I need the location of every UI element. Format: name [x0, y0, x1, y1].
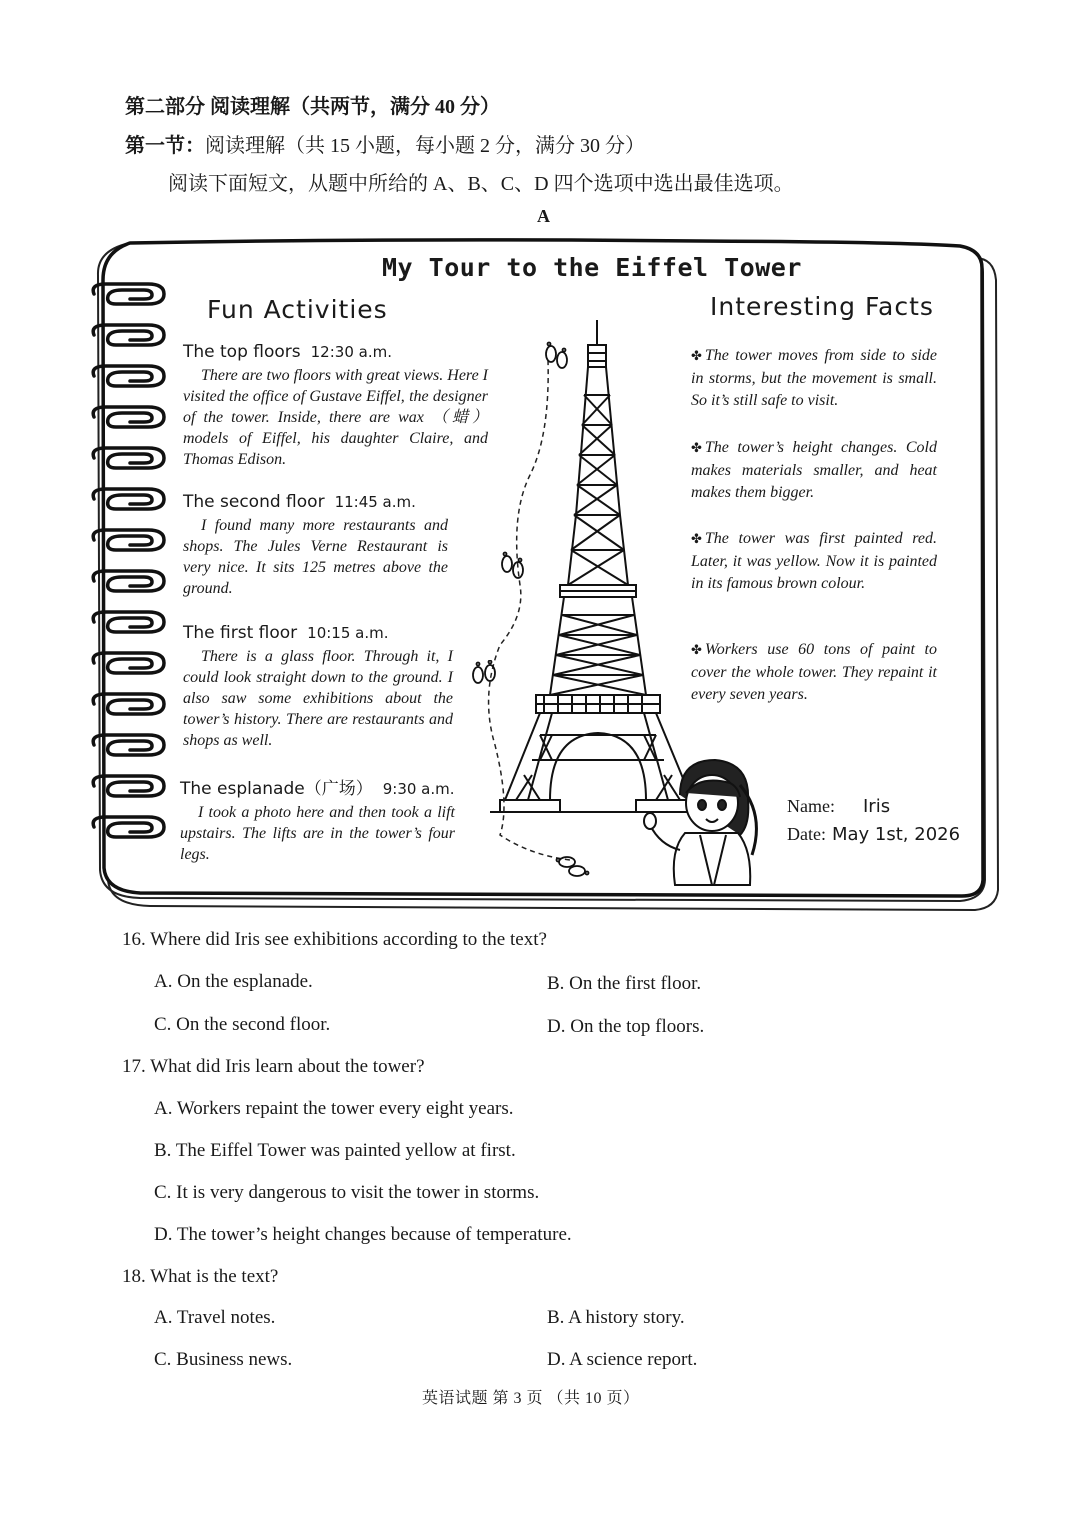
spiral-ring-icon	[93, 407, 164, 427]
spiral-ring-icon	[93, 735, 164, 755]
activity-time: 11:45 a.m.	[334, 493, 416, 511]
option-18c[interactable]: C. Business news.	[154, 1349, 293, 1370]
fact-item: ✤ The tower moves from side to side in storms, but the movement is small. So it’s still safe to visit.	[691, 347, 937, 409]
activity-place: The second floor	[183, 492, 325, 512]
page-footer: 英语试题 第 3 页 （共 10 页）	[422, 1390, 640, 1407]
spiral-ring-icon	[93, 448, 164, 468]
activity-place: The first floor	[183, 623, 298, 643]
option-17d[interactable]: D. The tower’s height changes because of temperature.	[154, 1224, 572, 1245]
activity-time: 12:30 a.m.	[310, 343, 392, 361]
diamond-bullet-icon: ✤	[691, 440, 702, 455]
spiral-ring-icon	[93, 489, 164, 509]
footprints-icon	[468, 660, 502, 690]
spiral-ring-icon	[93, 694, 164, 714]
option-16d[interactable]: D. On the top floors.	[547, 1016, 705, 1037]
fact-item: ✤ The tower’s height changes. Cold makes materials smaller, and heat makes them bigger.	[691, 439, 937, 501]
notebook-title: My Tour to the Eiffel Tower	[382, 253, 802, 282]
instruction: 阅读下面短文，从题中所给的 A、B、C、D 四个选项中选出最佳选项。	[168, 173, 794, 195]
spiral-binding	[86, 280, 176, 860]
activity-place: The esplanade（广场）	[180, 779, 373, 799]
activity-time: 9:30 a.m.	[382, 780, 455, 798]
question-16: 16. Where did Iris see exhibitions according to the text?	[122, 929, 547, 950]
activity-esplanade	[180, 774, 455, 865]
option-16b[interactable]: B. On the first floor.	[547, 973, 702, 994]
spiral-ring-icon	[93, 284, 164, 304]
footprints-icon	[542, 340, 572, 374]
footprints-icon	[555, 852, 591, 880]
diamond-bullet-icon: ✤	[691, 531, 702, 546]
girl-illustration	[640, 755, 765, 890]
question-17: 17. What did Iris learn about the tower?	[122, 1056, 425, 1077]
option-17b[interactable]: B. The Eiffel Tower was painted yellow at first.	[154, 1140, 516, 1161]
spiral-ring-icon	[93, 817, 164, 837]
part-title: 第二部分 阅读理解（共两节，满分 40 分）	[125, 96, 500, 118]
activity-top-floors	[183, 342, 488, 470]
question-18: 18. What is the text?	[122, 1266, 279, 1287]
passage-letter: A	[537, 206, 550, 226]
footprints-icon	[498, 550, 528, 584]
spiral-ring-icon	[93, 325, 164, 345]
activity-first-floor	[183, 623, 453, 751]
activity-text: There is a glass floor. Through it, I could look straight down to the ground. I also saw some exhibitions about the tower’s history. There are restaurants and shops as well.	[183, 648, 453, 749]
spiral-ring-icon	[93, 612, 164, 632]
spiral-ring-icon	[93, 653, 164, 673]
option-16a[interactable]: A. On the esplanade.	[154, 971, 313, 992]
option-16c[interactable]: C. On the second floor.	[154, 1014, 331, 1035]
spiral-ring-icon	[93, 571, 164, 591]
diamond-bullet-icon: ✤	[691, 642, 702, 657]
section-title: 第一节：阅读理解（共 15 小题，每小题 2 分，满分 30 分）	[125, 135, 645, 157]
option-18b[interactable]: B. A history story.	[547, 1307, 685, 1328]
activity-second-floor	[183, 492, 448, 599]
option-17c[interactable]: C. It is very dangerous to visit the tower in storms.	[154, 1182, 540, 1203]
date-line: Date: May 1st, 2026	[787, 824, 961, 845]
fact-item: ✤ The tower was first painted red. Later, it was yellow. Now it is painted in its famous brown colour.	[691, 530, 937, 592]
option-17a[interactable]: A. Workers repaint the tower every eight years.	[154, 1098, 514, 1119]
activities-heading: Fun Activities	[207, 295, 388, 324]
activity-text: There are two floors with great views. Here I visited the office of Gustave Eiffel, the designer of the tower. Inside, there are wax （蜡） models of Eiffel, his daughter Claire, and Thomas Edison.	[183, 367, 488, 468]
spiral-ring-icon	[93, 530, 164, 550]
diamond-bullet-icon: ✤	[691, 348, 702, 363]
option-18a[interactable]: A. Travel notes.	[154, 1307, 276, 1328]
activity-text: I found many more restaurants and shops. The Jules Verne Restaurant is very nice. It sits 125 metres above the ground.	[183, 517, 448, 597]
fact-item: ✤ Workers use 60 tons of paint to cover the whole tower. They repaint it every seven years.	[691, 641, 937, 703]
spiral-ring-icon	[93, 776, 164, 796]
activity-time: 10:15 a.m.	[307, 624, 389, 642]
option-18d[interactable]: D. A science report.	[547, 1349, 698, 1370]
spiral-ring-icon	[93, 366, 164, 386]
activity-text: I took a photo here and then took a lift upstairs. The lifts are in the tower’s four legs.	[180, 804, 455, 863]
activity-place: The top floors	[183, 342, 301, 362]
name-line: Name: Iris	[787, 796, 891, 817]
facts-heading: Interesting Facts	[710, 292, 934, 321]
